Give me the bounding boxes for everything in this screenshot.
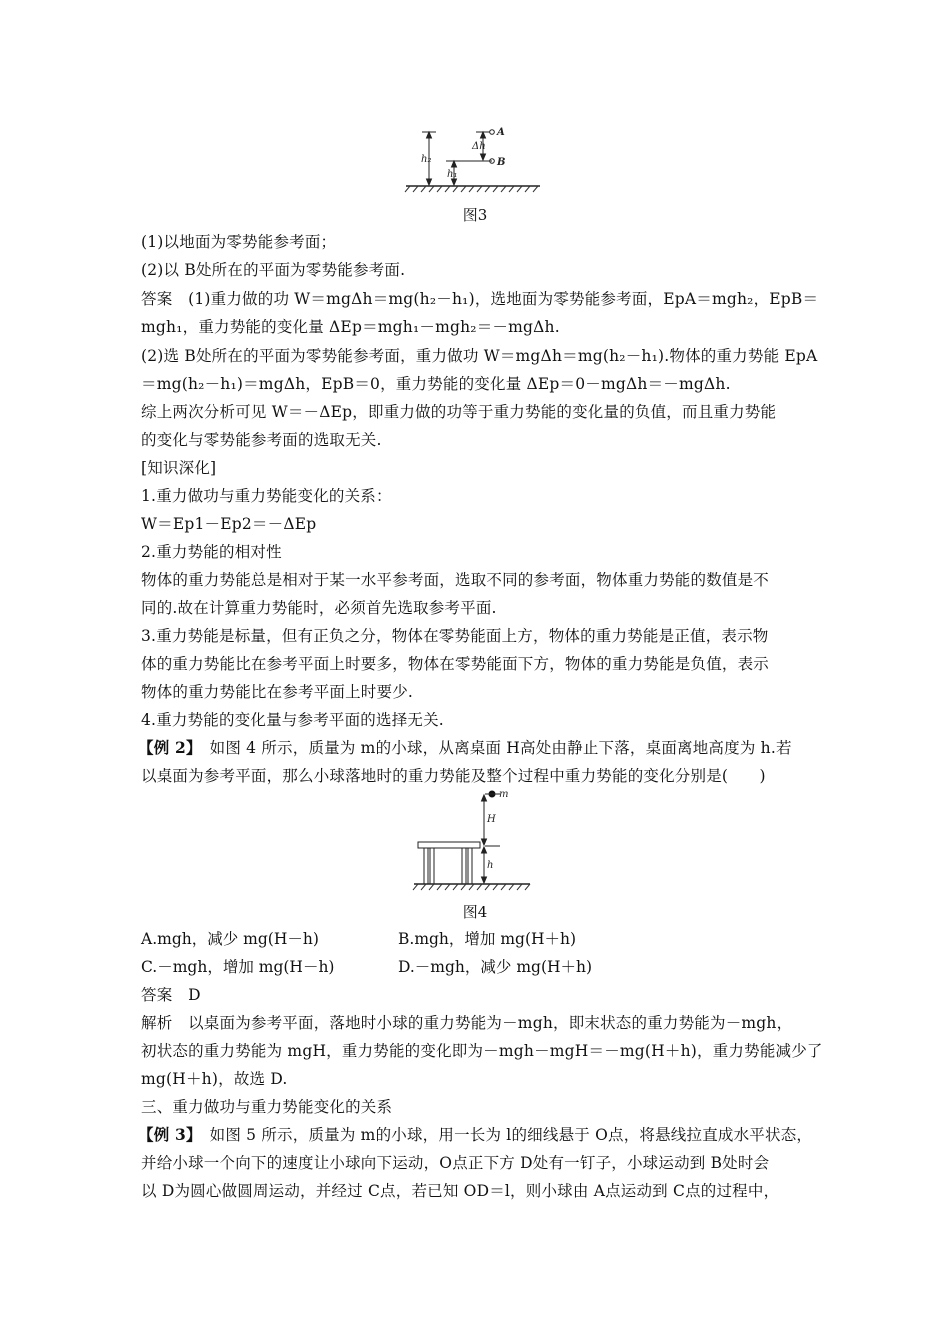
text-line: 物体的重力势能总是相对于某一水平参考面，选取不同的参考面，物体重力势能的数值是不 [141, 571, 770, 589]
text-line: 4.重力势能的变化量与参考平面的选择无关. [141, 711, 444, 729]
h-label: h [487, 860, 494, 871]
example-2-tag: 【例 2】 [138, 738, 194, 757]
example-3-text: 如图 5 所示，质量为 m的小球，用一长为 l的细线悬于 O点，将悬线拉直成水平状态， [193, 1126, 813, 1144]
point-b-label: B [497, 157, 506, 168]
formula-line: W＝Ep1－Ep2＝－ΔEp [141, 515, 317, 533]
figure-4-diagram [410, 786, 540, 894]
H-label: H [487, 814, 496, 825]
example-2-line-2: 以桌面为参考平面，那么小球落地时的重力势能及整个过程中重力势能的变化分别是( ) [141, 767, 766, 785]
h1-label: h₁ [447, 169, 458, 180]
example-3-line-3: 以 D为圆心做圆周运动，并经过 C点，若已知 OD＝l，则小球由 A点运动到 C点的过程中， [141, 1182, 780, 1200]
ball-mass-label: m [499, 789, 509, 800]
figure-3-diagram [400, 122, 550, 194]
answer-2: 答案 D [141, 986, 201, 1004]
example-3-tag: 【例 3】 [138, 1125, 194, 1144]
section-tag: [知识深化] [141, 459, 217, 477]
text-line: (1)以地面为零势能参考面； [141, 233, 337, 251]
text-line: 同的.故在计算重力势能时，必须首先选取参考平面. [141, 599, 497, 617]
analysis-line: mg(H＋h)，故选 D. [141, 1070, 288, 1088]
text-line: 物体的重力势能比在参考平面上时要少. [141, 683, 414, 701]
text-line: 1.重力做功与重力势能变化的关系： [141, 487, 392, 505]
ground-hatching [413, 884, 530, 890]
analysis-line: 解析 以桌面为参考平面，落地时小球的重力势能为－mgh，即末状态的重力势能为－mgh， [141, 1014, 793, 1032]
text-line: (2)以 B处所在的平面为零势能参考面. [141, 261, 406, 279]
figure-4-caption: 图4 [462, 903, 488, 921]
option-c: C.－mgh，增加 mg(H－h) [141, 958, 335, 976]
answer-line: 答案 (1)重力做的功 W＝mgΔh＝mg(h₂－h₁)，选地面为零势能参考面，EpA＝mgh₂，EpB＝ [141, 290, 819, 308]
example-3-line-1 [138, 1125, 818, 1145]
text-line: 的变化与零势能参考面的选取无关. [141, 431, 382, 449]
text-line: 综上两次分析可见 W＝－ΔEp，即重力做的功等于重力势能的变化量的负值，而且重力势能 [141, 403, 777, 421]
text-line: 3.重力势能是标量，但有正负之分，物体在零势能面上方，物体的重力势能是正值，表示物 [141, 627, 769, 645]
point-a [490, 130, 495, 135]
h-dimension [482, 847, 487, 883]
section-3-heading: 三、重力做功与重力势能变化的关系 [141, 1098, 393, 1116]
option-d: D.－mgh，减少 mg(H＋h) [398, 958, 593, 976]
h2-label: h₂ [421, 154, 432, 165]
text-line: (2)选 B处所在的平面为零势能参考面，重力做功 W＝mgΔh＝mg(h₂－h₁).物体的重力势能 EpA [141, 347, 818, 365]
table [418, 842, 480, 884]
ground-hatching [405, 186, 538, 192]
example-3-line-2: 并给小球一个向下的速度让小球向下运动，O点正下方 D处有一钉子，小球运动到 B处时会 [141, 1154, 770, 1172]
text-line: 2.重力势能的相对性 [141, 543, 282, 561]
figure-3-caption: 图3 [462, 206, 488, 224]
point-a-label: A [497, 127, 505, 138]
analysis-line: 初状态的重力势能为 mgH，重力势能的变化即为－mgh－mgH＝－mg(H＋h)，重力势能减少了 [141, 1042, 823, 1060]
example-2-text: 如图 4 所示，质量为 m的小球，从离桌面 H高处由静止下落，桌面离地高度为 h.若 [193, 739, 792, 757]
example-2-line-1 [138, 738, 818, 758]
dh-label: Δh [472, 141, 486, 152]
text-line: ＝mg(h₂－h₁)＝mgΔh，EpB＝0，重力势能的变化量 ΔEp＝0－mgΔh＝－mgΔh. [141, 375, 731, 393]
option-a: A.mgh，减少 mg(H－h) [141, 930, 319, 948]
text-line: 体的重力势能比在参考平面上时要多，物体在零势能面下方，物体的重力势能是负值，表示 [141, 655, 770, 673]
option-b: B.mgh，增加 mg(H＋h) [398, 930, 577, 948]
text-line: mgh₁，重力势能的变化量 ΔEp＝mgh₁－mgh₂＝－mgΔh. [141, 318, 560, 336]
